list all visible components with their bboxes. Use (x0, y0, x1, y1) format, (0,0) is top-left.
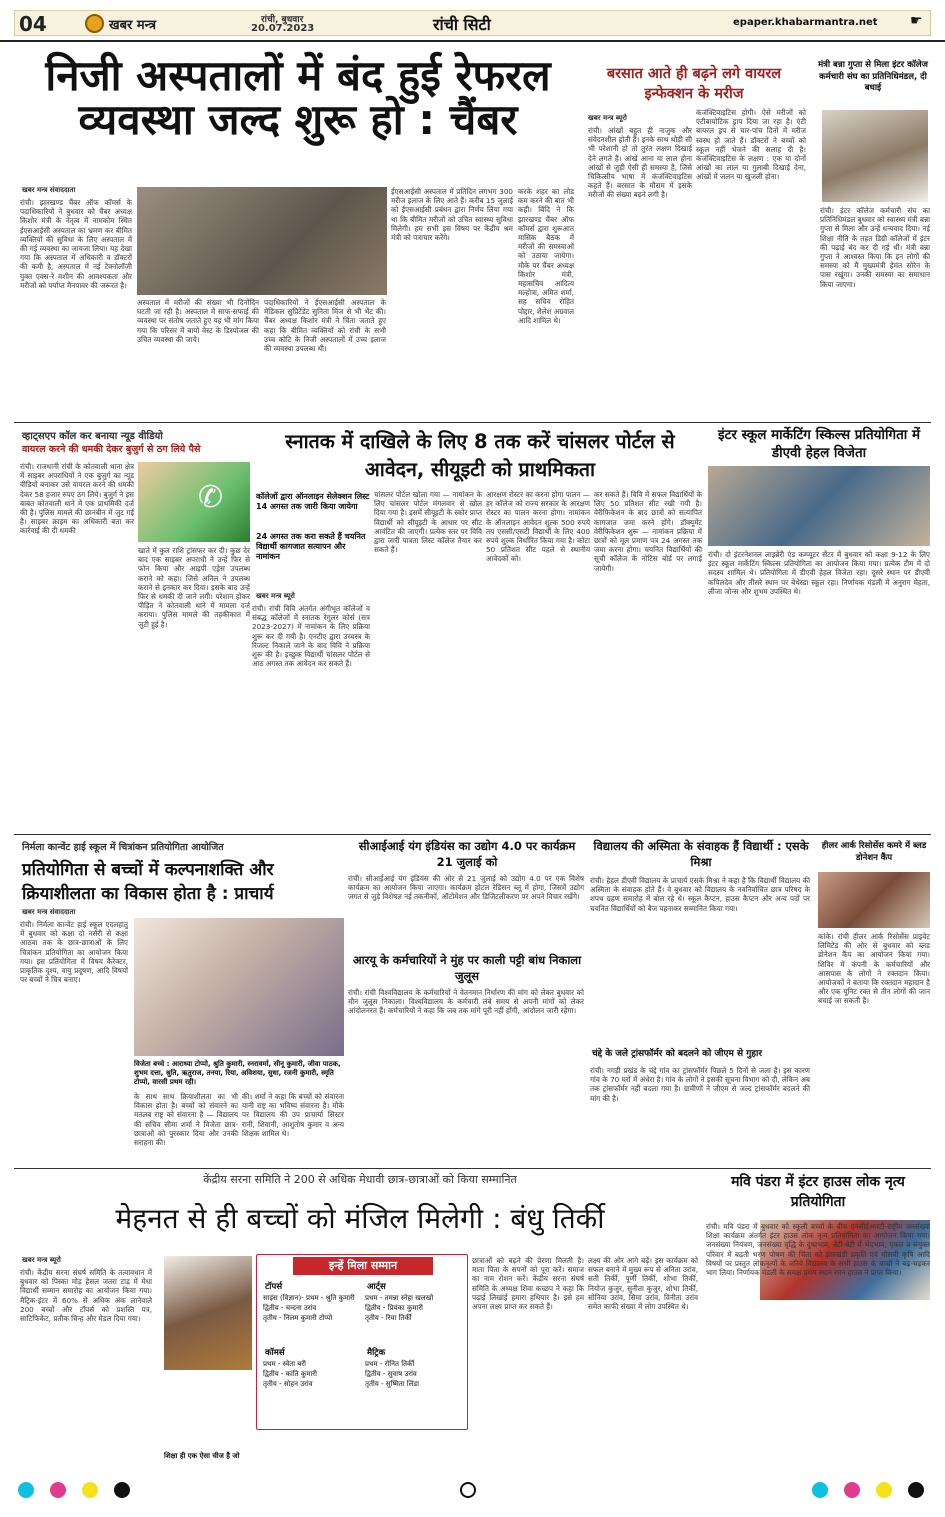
award-entry: तृतीय - रिया तिर्की (365, 1314, 412, 1322)
brand-name: खबर मन्त्र (109, 18, 157, 33)
nirmala-col-2: के साथ साथ क्रियाशीलता का भी विकास होता है। बच्चों को संवारने का मतलब राष्ट्र को संवारना है — विद्यालय की सचिव सीमा शर्मा ने विजेता छात्र-छात्राओं को पुरस्कार दिया और उनकी सराहना की। (134, 1092, 241, 1148)
award-entry: द्वितीय - सुवाष उरांव (365, 1370, 417, 1378)
whatsapp-kicker: व्हाट्सएप कॉल कर बनाया न्यूड वीडियो (22, 431, 163, 442)
viral-col-2: कंजंक्टिवाइटिस होगी। ऐसे मरीजों को एंटीबायोटिक ड्राप दिया जा रहा है। एंटी बायरल ड्रप से चार-पांच दिनों में मरीज स्वस्थ हो जाते हैं। डॉक्टरों ने बच्चों को स्कूल नहीं भेजने की सलाह दी है। कंजंक्टिवाइटिस के लक्षण : एक या दोनों आंखों का लाल या गुलाबी दिखाई देना, आंखों में जलन या खुजली होना। (696, 108, 809, 182)
blood-headline: हीलर आर्क रिसोर्सेस कमरे में ब्लड डोनेशन कैंप (821, 841, 927, 863)
magenta-mark-icon (50, 1482, 66, 1498)
minister-headline: मंत्री बन्ना गुप्ता से मिला इंटर कॉलेज कर्मचारी संघ का प्रतिनिधिमंडल, दी बधाई (818, 60, 928, 93)
header-date: 20.07.2023 (251, 23, 315, 34)
divider-2 (14, 834, 931, 835)
nirmala-byline: खबर मन्त्र संवाददाता (22, 908, 76, 916)
sarna-headline: मेहनत से ही बच्चों को मंजिल मिलेगी : बंधु तिर्की (115, 1202, 605, 1235)
viral-byline: खबर मन्त्र ब्यूरो (588, 114, 627, 122)
transformer-headline: चंद्दे के जले ट्रांसफॉर्मर को बदलने को जीएम से गुहार (592, 1049, 763, 1059)
commerce-head: कॉमर्स (265, 1348, 285, 1358)
black-mark-right-icon (908, 1482, 924, 1498)
footer-registration-strip (0, 1472, 945, 1517)
nirmala-col-1: रांची। निर्मला कान्वेंट हाई स्कूल एदलहातु में बुधवार को कक्षा दो नर्सरी से कक्षा आठवा तक के छात्र-छात्राओं के लिए चित्रांकन प्रतियोगिता का आयोजन किया गया। इस प्रतियोगिता में विषय कैरेक्टर, प्राकृतिक दृश्य, वायु प्रदूषण, आदि विषयों पर बच्चों ने चित्र बनाए। (20, 920, 131, 985)
toppers-list (263, 1293, 361, 1323)
blood-donation-photo (818, 872, 930, 928)
admission-col-4: कर सकते हैं। विवि में सफल विद्यार्थियों के लिए 50 प्रतिशत सीट रखी गयी है। वेरीफिकेशन के बाद छात्रों को सत्यापित कागजात जमा करने होंगे। डॉक्यूमेंट वेरीफिकेशन शुरू — नामांकन प्रक्रिया में छात्रों को मूल प्रमाण पत्र 24 अगस्त तक जमा करना होगा। चयनित विद्यार्थियों की सूची कॉलेज के नोटिस बोर्ड पर लगाई जायेगी। (594, 490, 705, 573)
black-mark-icon (114, 1482, 130, 1498)
minister-photo (822, 110, 928, 202)
nirmala-caption: विजेता बच्चे : आराध्या टोप्पो, श्रुति कुमारी, स्नरावर्मा, सीनू कुमारी, जीवा पाठक, शुभम दत्ता, श्रुति, ऋतुराज, तनया, रिया, अविशया, सुधा, रजनी कुमारी, स्मृति टोप्पो, वारसी प्रथम रही। (134, 1060, 341, 1086)
whatsapp-col-1: रांची। राजधानी रांची के कोतवाली थाना क्षेत्र में साइबर अपराधियों ने एक बुजुर्ग का न्यूड वीडियो बनाकर उसे वायरल करने की धमकी देकर 58 हजार रुपए ठग लिये। बुजुर्ग ने इस बाबत कोतवाली थाने में एक प्राथमिकी दर्ज की है। पुलिस मामले की छानबीन में जुट गई है। साइबर क्राइम का अधिकारी बता कर कार्रवाई की दी धमकी (20, 462, 137, 536)
award-entry: साइंस (विज्ञान)- प्रथम - श्रुति कुमारी (263, 1294, 355, 1302)
brand-logo-icon (85, 14, 104, 33)
lead-col-3: पदाधिकारियों ने ईएसआईसी अस्पताल के मेडिकल सुप्रिटेंडेंट सुनिता मिंज से भी भेंट की। चैंबर अध्यक्ष किशोर मंत्री ने चिंता जताते हुए कहा कि बीमित व्यक्तियों को रांची के सभी उच्च कोटि के निजी अस्पतालों में उच्च इलाज की व्यवस्था उपलब्ध थी। (264, 298, 389, 354)
sarna-col-1: रांची। केंद्रीय सरना संघर्ष समिति के तत्वावधान में बुधवार को पिस्का मोड़ हेसल जतरा टाड़ में मेधा विद्यार्थी सम्मान समारोह का आयोजन किया गया। मैट्रिक-इंटर में 60% से अधिक अंक लानेवाले 200 बच्चों और टॉपर्स को प्रशस्ति पत्र, साटिफिकेट, प्रतीक चिन्ह और मेडल दिया गया। (20, 1268, 155, 1324)
admission-col-2: चांसलर पोर्टल खोला गया — नामांकन के लिए चांसलर पोर्टल मंगलवार से खोल दिया गया है। इसमें सीयूइटी के स्कोर प्राप्त विद्यार्थी को सीयूइटी के आधार पर सीट आवंटित की जाएगी। प्रत्येक स्तर पर विवि द्वारा जारी पात्रता लिस्ट कॉलेज तैयार कर सकते हैं। (374, 490, 485, 555)
admission-headline: स्नातक में दाखिले के लिए 8 तक करें चांसलर पोर्टल से आवेदन, सीयूइटी को प्राथमिकता (285, 430, 675, 481)
viral-headline: बरसात आते ही बढ़ने लगे वायरल इन्फेक्शन के मरीज (606, 66, 782, 102)
blood-body: कांके। रांची हीलर आर्क रिसोर्सेस प्राइवेट लिमिटेड की ओर से बुधवार को ब्लड डोनेशन कैंप का आयोजन किया गया। शिविर में कंपनी के कर्मचारियों और आसपास के लोगों ने रक्तदान किया। आयोजकों ने बताया कि रक्तदान महादान है और एक यूनिट रक्त से तीन लोगों की जान बचाई जा सकती है। (818, 932, 933, 1006)
matric-list (365, 1359, 465, 1389)
award-entry: तृतीय - सुष्मिता लिंडा (365, 1380, 419, 1388)
davhehal-body: रांची। दो इंटरनेशनल लाइब्रेरी एंड कम्प्यूटर सेंटर में बुधवार को कक्षा 9-12 के लिए इंटर स्कूल मार्केटिंग स्किल्स प्रतियोगिता का आयोजन किया गया। प्रत्येक टीम में दो सदस्य शामिल थे। प्रतियोगिता में डीएवी हेहल विजेता रहा। दूसरे स्थान पर डीएवी कपिलदेव और तीसरे स्थान पर बेथेस्डा स्कूल रहा। निर्णायक मंडली में अनुराग मेहता, लीजा जोन्स और शुभम उपस्थित थे। (708, 550, 933, 596)
bandhu-tirkey-photo (164, 1256, 252, 1370)
award-entry: तृतीय - सोहन उरांव (263, 1380, 313, 1388)
award-entry: प्रथम - रोनित तिर्की (365, 1360, 415, 1368)
davhehal-group-photo (708, 466, 930, 546)
lead-col-5: करके शहर का लोड कम करने की बात भी कही। बिंदि ने कि झारखण्ड चैंबर ऑफ कॉमर्स द्वारा शुरूआत मासिक बैठक में मरीजों की समस्याओं को उठाया जायेगा। मौके पर चैंबर अध्यक्ष किशोर मंत्री, महासचिव आदित्य मल्होत्रा, अमित शर्मा, सह सचिव रोहित पोद्दार, शैलेश अग्रवाल आदि शामिल थे। (518, 187, 577, 325)
admission-col-1: रांची। रांची विवि अंतर्गत अंगीभूत कॉलेजों व संबद्ध कॉलेजों में स्नातक रेगुलर कोर्स (सत्र 2023-2027) में नामांकन के लिए प्रक्रिया शुरू कर दी गयी है। एनटीए द्वारा उच्चस्त्र के रिजल्ट निकाले जाने के बाद विवि ने प्रक्रिया शुरू की है। इच्छुक विद्यार्थी चांसलर पोर्टल से आठ अगस्त तक आवेदन कर सकते हैं। (252, 604, 373, 669)
vidyalaya-body: रांची। हेहल डीएवी विद्यालय के प्राचार्य एसके मिश्रा ने कहा है कि विद्यार्थी विद्यालय की अस्मिता के संवाहक होते हैं। वे बुधवार को विद्यालय के नवनिर्वाचित छात्र परिषद के शपथ ग्रहण समारोह में बोल रहे थे। स्कूल कैप्टन, हाउस कैप्टन और अन्य पदों पर चयनित विद्यार्थियों को बैज पहनाकर सम्मानित किया गया। (590, 876, 813, 913)
crosshair-icon (460, 1482, 476, 1498)
arts-list (365, 1293, 465, 1323)
nirmala-headline: प्रतियोगिता से बच्चों में कल्पनाशक्ति और क्रियाशीलता का विकास होता है : प्राचार्य (22, 860, 274, 904)
pandra-headline: मवि पंडरा में इंटर हाउस लोक नृत्य प्रतियोगिता (731, 1174, 905, 1210)
site-url[interactable]: epaper.khabarmantra.net (733, 17, 878, 28)
divider-3 (14, 1168, 931, 1169)
admission-col-3: आरक्षण रोस्टर का करना होगा पालन — हर कॉलेज को राज्य सरकार के आरक्षण रोस्टर का पालन करना होगा। नामांकन के ऑनलाइन आवेदन शुल्क 500 रुपये तय एससी/एसटी विद्यार्थी के लिए 400 रुपये शुल्क निर्धारित किया गया है। कोटा 50 प्रतिशत सीट पहले से स्थानीय आवेदकों को। (486, 490, 593, 564)
transformer-body: रांची। नगड़ी प्रखंड के चंद्दे गांव का ट्रांसफॉर्मर पिछले 5 दिनों से जला है। इस कारण गांव के 70 घरों में अंधेरा है। गांव के लोगों ने इसकी सूचना विभाग को दी, लेकिन अब तक ट्रांसफॉर्मर नहीं बदला गया है। ग्रामीणों ने जीएम से जल्द ट्रांसफॉर्मर बदलने की मांग की है। (590, 1066, 813, 1103)
lead-headline: निजी अस्पतालों में बंद हुई रेफरल व्यवस्था जल्द शुरू हो : चैंबर (45, 51, 551, 145)
lead-col-2b: अस्पताल में मरीजों की संख्या भी दिनोंदिन घटती जा रही है। अस्पताल में साफ-सफाई की व्यवस्था पर संतोष जताते हुए यह भी मांग किया गया कि परिसर में बायो वेस्ट के डिस्पोजल की उचित व्यवस्था की जाये। (137, 298, 262, 344)
divider-1 (14, 422, 931, 423)
award-entry: प्रथम - तमन्ना स्नेहा खलखो (365, 1294, 434, 1302)
yellow-mark-icon (82, 1482, 98, 1498)
ru-headline: आरयू के कर्मचारियों ने मुंह पर काली पट्टी बांध निकाला जुलूस (352, 953, 582, 983)
section-title: रांची सिटी (433, 15, 491, 34)
award-entry: द्वितीय - चन्दना उरांव (263, 1304, 317, 1312)
magenta-mark-right-icon (844, 1482, 860, 1498)
award-box (256, 1254, 468, 1430)
whatsapp-headline: वायरल करने की धमकी देकर बुजुर्ग से ठग लिये पैसे (22, 444, 201, 455)
minister-body: रांची। इंटर कॉलेज कर्मचारी संघ का प्रतिनिधिमंडल बुधवार को स्वास्थ्य मंत्री बन्ना गुप्ता से मिला और उन्हें धन्यवाद दिया। नई शिक्षा नीति के तहत डिग्री कॉलेजों में इंटर की पढ़ाई बंद कर दी गई थी। मंत्री बन्ना गुप्ता ने आश्वस्त किया कि इन लोगों की समस्या को मैं मुख्यमंत्री हेमंत सोरेन के पास रखूंगा। उनकी समस्या का समाधान किया जाएगा। (820, 206, 933, 289)
cii-headline: सीआईआई यंग इंडियंस का उद्योग 4.0 पर कार्यक्रम 21 जुलाई को (358, 839, 576, 869)
ru-body: रांची। रांची विश्वविद्यालय के कर्मचारियों ने वेतनमान निर्धारण की मांग को लेकर बुधवार को मौन जुलूस निकाला। विश्वविद्यालय के कर्मचारी लंबे समय से अपनी मांगों को लेकर आंदोलनरत हैं। कर्मचारियों ने कहा कि जब तक मांगे पूरी नहीं होंगी, आंदोलन जारी रहेगा। (348, 988, 587, 1016)
admission-byline: खबर मन्त्र ब्यूरो (256, 592, 295, 600)
award-entry: द्वितीय - प्रियंका कुमारी (365, 1304, 423, 1312)
lead-col-1: रांची। झारखण्ड चैंबर ऑफ कॉमर्स के पदाधिकारियों ने बुधवार को चैंबर अध्यक्ष किशोर मंत्री के नेतृत्व में नामकोम स्थित ईएसआईसी अस्पताल का भ्रमण कर बीमित व्यक्तियों की सुविधा के लिए अस्पताल में की गई व्यवस्था का जायजा लिया। यह देखा गया कि अस्पताल में अधिकारी व डॉक्टरों की कमी है, अस्पताल में नई टेक्नोलॉजी युक्त एक्स-रे मशीन की आवश्यकता और मरीजों को पर्याप्त मैनपावर की जरूरत है। (20, 198, 135, 290)
whatsapp-col-2: खाते में कुल राशि ट्रांसफर कर दी। कुछ देर बाद एक साइबर अपराधी ने उन्हें फिर से फोन किया और आइपी एड्रेस उपलब्ध कराने को कहा। जिसे अनिल ने उपलब्ध कराने से इनकार कर दिया। इसके बाद उन्हें फिर से धमकी दी जाने लगी। परेशान होकर पीड़ित ने कोतवाली थाने में मामला दर्ज कराया। पुलिस मामले की तहकीकात में जुटी हुई है। (138, 546, 253, 629)
nirmala-kicker: निर्मला कान्वेंट हाई स्कूल में चित्रांकन प्रतियोगिता आयोजित (22, 842, 224, 853)
award-box-title: इन्हें मिला सम्मान (293, 1257, 433, 1275)
cii-body: रांची। सीआईआई यंग इंडियंस की ओर से 21 जुलाई को उद्योग 4.0 पर एक विशेष कार्यक्रम का आयोजन किया जाएगा। कार्यक्रम होटल रेडिसन ब्लू में होगा, जिसमें उद्योग जगत से जुड़े विशेषज्ञ नई तकनीकों, ऑटोमेशन और डिजिटलीकरण पर अपने विचार रखेंगे। (348, 874, 587, 902)
sarna-kicker: केंद्रीय सरना समिति ने 200 से अधिक मेधावी छात्र-छात्राओं को किया सम्मानित (203, 1173, 517, 1186)
page-number: 04 (19, 12, 47, 36)
davhehal-headline: इंटर स्कूल मार्केटिंग स्किल्स प्रतियोगिता में डीएवी हेहल विजेता (717, 427, 921, 461)
nirmala-col-3: की। शर्मा ने कहा कि बच्चों को संवारना यानी राष्ट्र का भविष्य संवारना है। मौके पर विद्यालय की उप प्राचार्या सिस्टर रानी, शिवानी, आशुतोष कुमार व अन्य शिक्षक शामिल थे। (242, 1092, 347, 1138)
admission-bullet-2: 24 अगस्त तक करा सकते हैं चयनित विद्यार्थी कागजात सत्यापन और नामांकन (256, 532, 366, 561)
chamber-meeting-photo (137, 187, 387, 295)
lead-byline: खबर मन्त्र संवाददाता (22, 186, 76, 194)
award-entry: द्वितीय - कांति कुमारी (263, 1370, 317, 1378)
lead-col-4: ईएसआईसी अस्पताल में प्रतिदिन लगभग 300 मरीज इलाज के लिए आते हैं। करीब 15 जुलाई को ईएसआईसी प्रबंधन द्वारा निर्णय लिया गया था कि बीमित मरीजों को उचित स्वास्थ्य सुविधा मिलेगी। हम सभी इस विषय पर केंद्रीय श्रम मंत्री को पत्राचार करेंगे। (391, 187, 516, 243)
whatsapp-phone-icon: ✆ (198, 480, 224, 515)
matric-head: मैट्रिक (367, 1348, 386, 1358)
toppers-head: टॉपर्स (265, 1282, 283, 1292)
award-entry: तृतीय - निलम कुमारी टोप्पो (263, 1314, 333, 1322)
admission-bullet-1: कॉलेजों द्वारा ऑनलाइन सेलेक्शन लिस्ट 14 अगस्त तक जारी किया जायेगा (256, 492, 370, 511)
sarna-quote: शिक्षा ही एक ऐसा चीज है जो (164, 1452, 240, 1460)
arts-head: आर्ट्स (367, 1282, 386, 1292)
sarna-col-3: लक्ष्य की ओर आगे बढ़ें। इस कार्यक्रम को सफल बनाने में मुख्य रूप से अनिता उरांव, सती तिर्की, पूर्णी तिर्की, शोभा तिर्की, नियोज कुजुर, सुनीता कुजुर, शोभा तिर्की, सोनिया उरांव, सिमा उरांव, विनीता उरांव समेत काफी संख्या में लोग उपस्थित थे। (588, 1256, 701, 1312)
award-entry: प्रथम - स्वेता बरी (263, 1360, 306, 1368)
cyan-mark-right-icon (812, 1482, 828, 1498)
vidyalaya-headline: विद्यालय की अस्मिता के संवाहक हैं विद्यार्थी : एसके मिश्रा (593, 839, 809, 869)
whatsapp-illustration (138, 462, 250, 542)
cyan-mark-icon (18, 1482, 34, 1498)
registration-marks-top (0, 40, 945, 42)
nirmala-drawing-photo (134, 918, 344, 1056)
pointer-hand-icon: ☛ (910, 13, 923, 29)
sarna-col-2: छात्राओं को बढ़ने की प्रेरणा मिलती है। माता पिता के सपनों को पूरा करें। समाज का नाम रोशन करें। केंद्रीय सरना संघर्ष समिति के अध्यक्ष शिवा कच्छप ने कहा कि पढ़ाई लिखाई हमारा हथियार है। इसे हम अपना लक्ष्य प्राप्त कर सकते हैं। (472, 1256, 587, 1312)
viral-col-1: रांची। आंखों बहुत ही नाजुक और संवेदनशील होती हैं। इनके साथ थोड़ी सी भी परेशानी हो तो तुरंत लक्षण दिखाई देने लगते हैं। आंखें आना या लाल होना आंखों से जुड़ी ऐसी ही समस्या है, जिसे चिकित्सीय भाषा में कंजंक्टिवाइटिस कहते हैं। बरसात के मौसम में इसके मरीजों की संख्या बढ़ने लगी है। (588, 126, 695, 200)
pandra-body: रांची। मवि पंडरा में बुधवार को स्कूली बच्चों के बीच एनसीईआरटी-राष्ट्रीय जनसंख्या शिक्षा कार्यक्रम अंतर्गत इंटर हाउस लोक नृत्य प्रतियोगिता का आयोजन किया गया। जनसंख्या नियंत्रण, जनसंख्या वृद्धि के दुष्प्रभाव, बेटी-बेटी में भेदभाव, एकल व संयुक्त परिवार में बढ़ती भरण पोषण की चिंता को झारखंडी प्रकृति एवं मौसमी कृषि आदि विषयों पर प्रस्तुत लोकनृत्यों के जरिये विद्यालय के सभी हाउस के बच्चों ने बढ़-चढ़कर भाग लिया। निर्णायक मंडली के समक्ष प्रथम स्थान रमन हाउस ने प्राप्त किया। (706, 1222, 933, 1278)
commerce-list (263, 1359, 361, 1389)
page-header (14, 10, 931, 36)
header-city: रांची, बुधवार (261, 15, 304, 25)
yellow-mark-right-icon (876, 1482, 892, 1498)
sarna-byline: खबर मन्त्र ब्यूरो (22, 1256, 61, 1264)
